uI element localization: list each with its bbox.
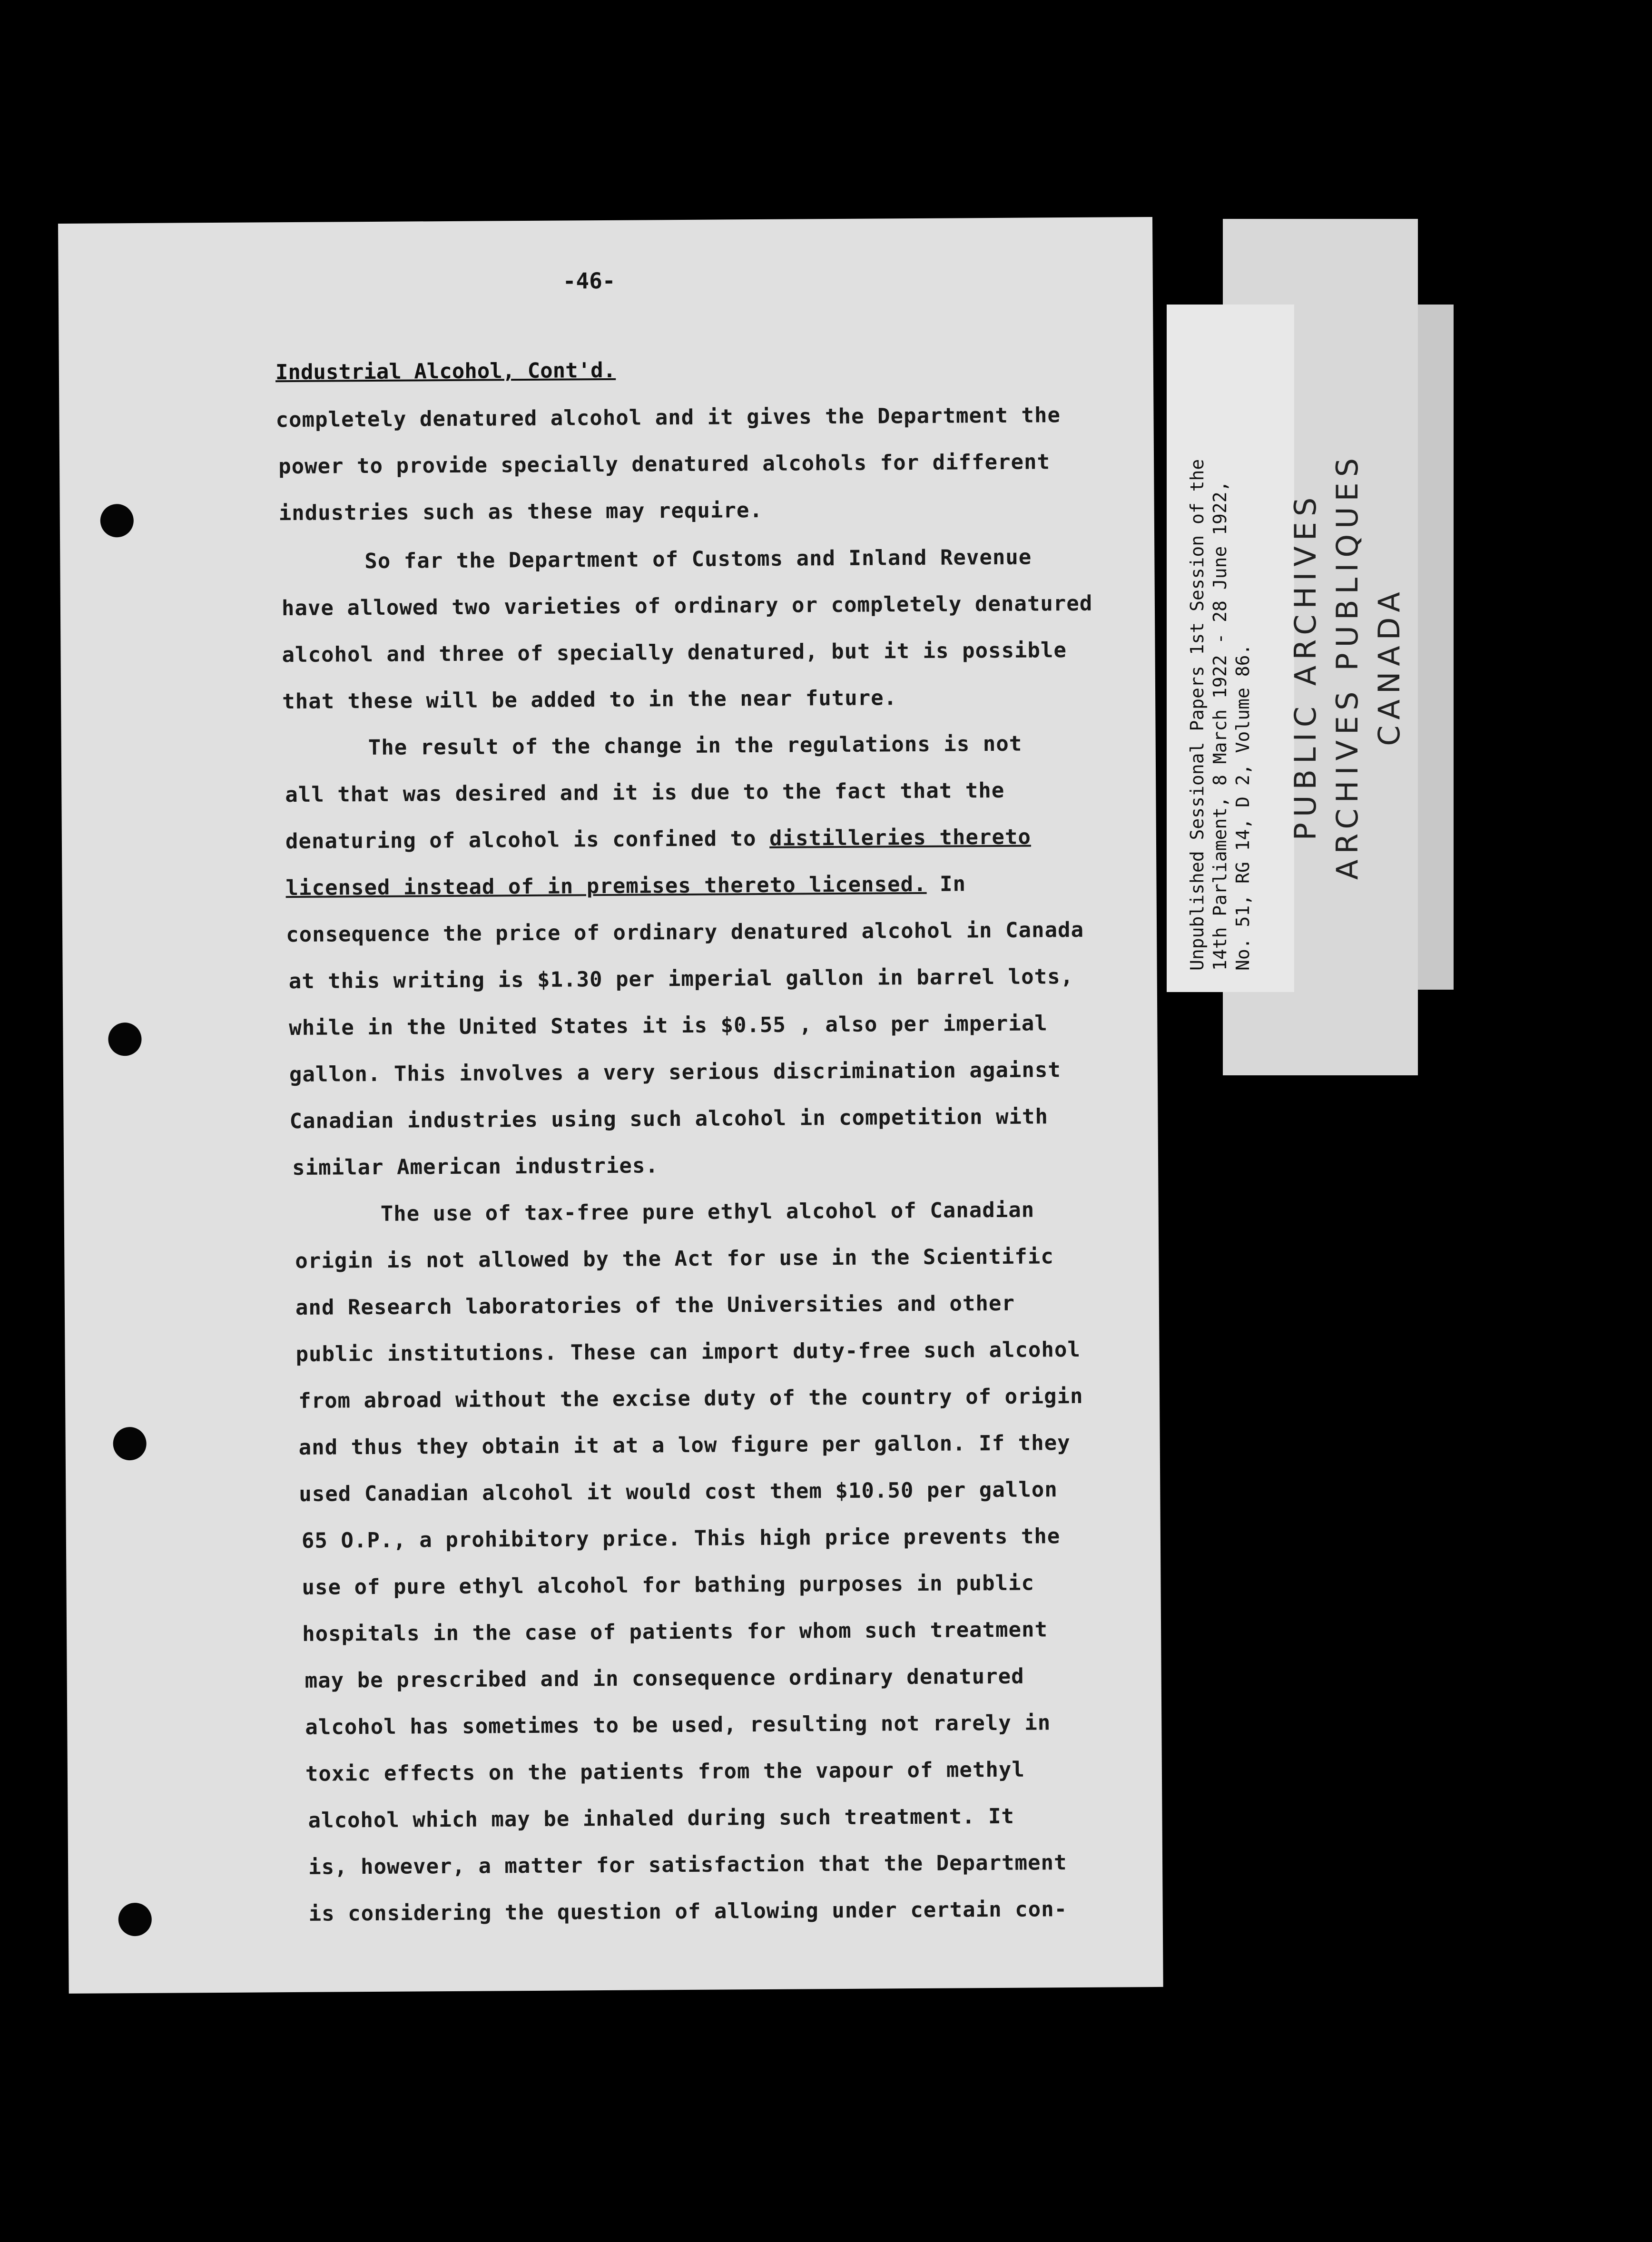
text-line: origin is not allowed by the Act for use in the Scientific [295, 1244, 1054, 1273]
citation-line: 14th Parliament, 8 March 1922 - 28 June 1922, [1210, 481, 1230, 971]
text-line: alcohol which may be inhaled during such treatment. It [308, 1804, 1015, 1833]
underlined-text: distilleries thereto [769, 825, 1032, 851]
citation-line: No. 51, RG 14, D 2, Volume 86. [1232, 644, 1253, 971]
text-line: and thus they obtain it at a low figure per gallon. If they [298, 1431, 1071, 1460]
text-line: power to provide specially denatured alcohols for different [278, 450, 1051, 479]
text-line: while in the United States it is $0.55 , also per imperial [289, 1011, 1048, 1041]
punch-hole [108, 1023, 141, 1056]
text-line: So far the Department of Customs and Inland Revenue [364, 545, 1032, 574]
page-number: -46- [562, 267, 616, 294]
text-line: denaturing of alcohol is confined to distilleries thereto [285, 825, 1032, 854]
text-line: may be prescribed and in consequence ordinary denatured [305, 1664, 1024, 1693]
text-line: used Canadian alcohol it would cost them $10.50 per gallon [299, 1477, 1058, 1506]
text-line: licensed instead of in premises thereto licensed. In [285, 872, 966, 901]
text-line: toxic effects on the patients from the vapour of methyl [305, 1757, 1025, 1786]
punch-hole [113, 1427, 146, 1460]
text-line: that these will be added to in the near future. [282, 686, 897, 714]
archives-stamp [1285, 452, 1410, 880]
citation-line: Unpublished Sessional Papers 1st Session of the [1187, 459, 1208, 971]
text-line: have allowed two varieties of ordinary or completely denatured [281, 591, 1093, 621]
text-line: consequence the price of ordinary denatured alcohol in Canada [285, 917, 1084, 947]
stamp-line: CANADA [1372, 586, 1406, 746]
text-line: The use of tax-free pure ethyl alcohol of Canadian [380, 1198, 1035, 1226]
text-line: from abroad without the excise duty of the country of origin [298, 1384, 1083, 1413]
text-line: similar American industries. [292, 1153, 659, 1180]
section-heading: Industrial Alcohol, Cont'd. [275, 358, 616, 385]
text-line: alcohol has sometimes to be used, resulting not rarely in [305, 1711, 1051, 1740]
stamp-line: ARCHIVES PUBLIQUES [1330, 452, 1365, 880]
text-line: hospitals in the case of patients for whom such treatment [302, 1617, 1048, 1646]
text-line: and Research laboratories of the Universities and other [295, 1291, 1015, 1320]
text-line: gallon. This involves a very serious discrimination against [289, 1058, 1061, 1087]
text-line: completely denatured alcohol and it gives the Department the [275, 403, 1061, 433]
text-line: is considering the question of allowing under certain con- [308, 1897, 1068, 1926]
text-line: Canadian industries using such alcohol in competition with [289, 1104, 1049, 1134]
text-line: use of pure ethyl alcohol for bathing purposes in public [302, 1571, 1035, 1600]
archive-tab-edge [1418, 305, 1454, 990]
stamp-line: PUBLIC ARCHIVES [1288, 492, 1323, 841]
text-line: public institutions. These can import duty-free such alcohol [295, 1337, 1081, 1367]
archive-label [1167, 305, 1294, 992]
archive-citation [1186, 459, 1254, 971]
text-line: all that was desired and it is due to the fact that the [285, 778, 1005, 807]
text-line: 65 O.P., a prohibitory price. This high price prevents the [301, 1524, 1061, 1553]
document-page [58, 217, 1163, 1994]
text-line: The result of the change in the regulations is not [368, 731, 1023, 760]
text-line: at this writing is $1.30 per imperial gallon in barrel lots, [288, 964, 1074, 994]
underlined-text: licensed instead of in premises thereto licensed. [285, 872, 927, 901]
text-line: is, however, a matter for satisfaction that the Department [308, 1850, 1067, 1879]
text-line: industries such as these may require. [278, 498, 763, 526]
punch-hole [100, 504, 134, 537]
text-line: alcohol and three of specially denatured, but it is possible [282, 638, 1067, 668]
punch-hole [118, 1903, 152, 1936]
